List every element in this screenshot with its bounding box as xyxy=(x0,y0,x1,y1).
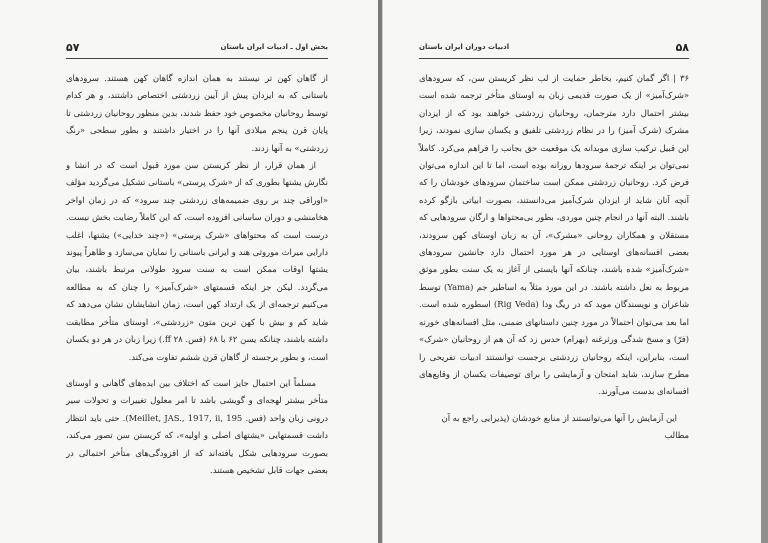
left-paragraph-1: از گاهان کهن تر نیستند به همان اندازه گاهان کهن هستند. سرودهای باستانی که به ایزدان پیش از آیین زردشتی اختصاص داشتند، و هر کدام توسط روحانیان مخصوص خود حفظ شدند، بدین منظور روحانیان زردشتی تا پایان قرن پنجم میلادی آنها را در اختیار داشتند و بطور سطحی «رنگ زردشتی» به آنها زدند. xyxy=(66,73,328,153)
left-running-title: بخش اول ـ ادبیات ایران باستان xyxy=(220,43,328,51)
right-running-title: ادبیات دوران ایران باستان xyxy=(419,43,510,51)
left-page-header xyxy=(66,41,328,59)
right-paragraph-1: ۳۶ | اگر گمان کنیم، بخاطر حمایت از لب نظر کریستن سن، که سرودهای «شرک‌آمیز» از یک صورت قدیمی زبان به اوستای متأخر ترجمه شده است بیشتر احتمال دارد مترجمان، روحانیان زردشتی خواهند بود که از ایزدان مشرک (شرک آمیز) را در نظام زردشتی تلفیق و یکسان سازی نمودند، زیرا این قبیل ترکیب سازی موبدانه یک موقعیت حق بجانب را فراهم می‌کرد. کاملاً نمی‌توان بر اینکه ترجمهٔ سرودها روزانه بوده است، اما تا این اندازه می‌توان فرض کرد. روحانیان زردشتی ممکن است ساختمان سرودهای خودشان را که آنچه آنان شاید از ایزدان شرک‌آمیز می‌دانستند، بصورت ابیاتی بازگو کرده باشند. البته آنها در انجام چنین موردی، بطور بی‌محتواها و ارگان سرودهایی که مستقلان و همکاران روحانی «مشرک»، آن به زبان اوستای کهن سرودند، بعضی افسانه‌های اوستایی در هر مورد احتمال دارد جانشین سرودهای «شرک‌آمیز» شده باشند، چنانکه آنها بایستی از آغاز به یک سنت بطور موثق مربوط به نعل داشته باشند. در این مورد مثلاً به اساطیر جم (Yama) توسط شاعران و نویسندگان موید که در ریگ ودا (Rig Veda) اسطوره شده است. اما بعد می‌توان احتمالاً در مورد چنین داستانهای ضمنی، مثل افسانه‌های خورنه (فرّ) و مسخ شدگی ورثرغنه (بهرام) حدس زد که آن هم از روحانیان «شرک» است، بنابراین، اینکه روحانیان زردشتی برجست توانستند ادبیات تفریحی را مطرح سازند، شاید امتحان و آزمایشی را برای توصیفات یکسان از وقایع‌های افسانه‌ای بدست می‌آورند. xyxy=(419,73,689,397)
right-page-header xyxy=(419,41,689,59)
left-paragraph-2: از همان قرار، از نظر کریستن سن مورد قبول است که در انشا و نگارش یشتها بطوری که از «شرک پرستی» باستانی تشکیل می‌گردید مؤلف «اوراقی چند بر روی ضمیمه‌های زردشتی چند سرود» که در زمان اواخر هخامنشی و دوران ساسانی افزوده است، که این کاملاً رضایت بخش نیست. درست است که محتواهای «شرک پرستی» («چند خدایی») یشتها، اغلب دارایی میراث موروثی هند و ایرانی باستانی را نمایان می‌سازد و ظاهراً پیوند یشتها اوقات ممکن است به سنت سرود طولانی مرتبط باشند، بیان می‌گردد. لیکن جز اینکه قسمتهای «شرک‌آمیز» را چنان که به مطالعه می‌کنیم ترجمه‌ای از یک ارتداد کهن است، زمان انشایشان نشان می‌دهد که شاید کم و بیش با کهن ترین متون «زردشتی»، اوستای متأخر مطابقت داشته باشند، چنانکه یسن ۶۲ با ۶۸ (فس. ۲۸ ff.) زیرا زبان در هر دو یکسان است، و بطور برجسته از گاهان قرن ششم تفاوت می‌کند. xyxy=(66,160,328,362)
left-paragraph-3: مسلماً این احتمال جایز است که اختلاف بین ایده‌های گاهانی و اوستای متأخر بیشتر لهجه‌ای و گویشی باشد تا امر معلول تغییرات و تحولات سیر درونی زبان واحد (فس. Meillet, JAS., 1917, ii, 195). حتی باید انتظار داشت قسمتهایی «یشتهای اصلی و اولیه»، که کریستن سن تصور می‌کند، بصورت سرودهایی شکل یافته‌اند که از افزودگی‌های متأخر احتمالی در بعضی جهات قابل تشخیص هستند. xyxy=(66,377,328,475)
right-page xyxy=(382,0,761,543)
left-page xyxy=(0,0,379,543)
left-page-number: ۵۷ xyxy=(66,41,80,54)
right-page-body xyxy=(419,70,689,445)
right-paragraph-2: این آزمایش را آنها می‌توانستند از منابع خودشان (پذیرایی راجع به آن مطالب xyxy=(441,412,689,441)
right-page-number: ۵۸ xyxy=(675,41,689,54)
left-page-body xyxy=(66,70,328,479)
